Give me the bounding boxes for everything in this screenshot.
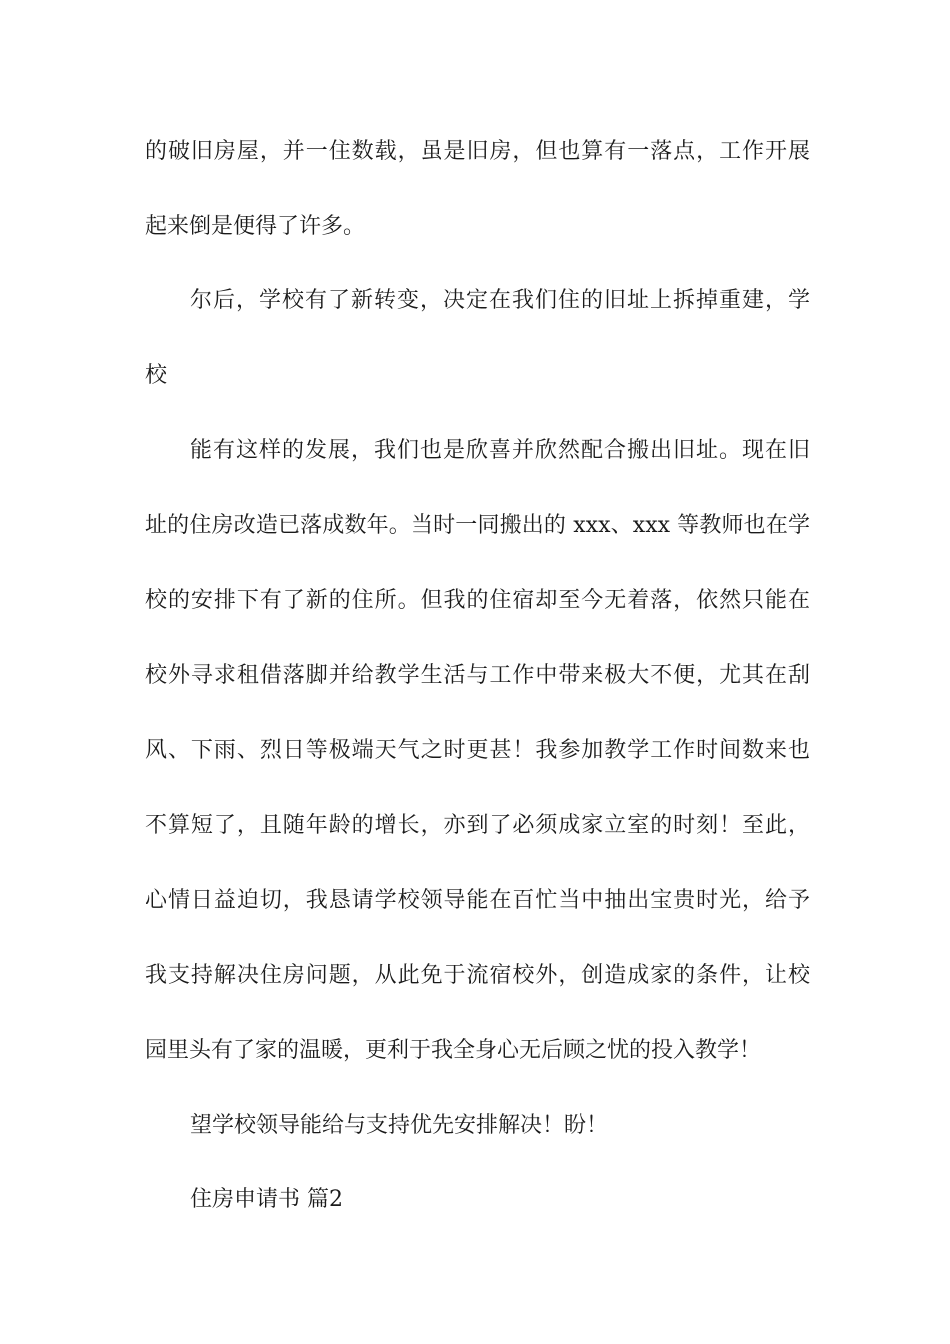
paragraph-1-line-1: 的破旧房屋，并一住数载，虽是旧房，但也算有一落点，工作开展 (145, 139, 810, 164)
paragraph-3-line-9: 园里头有了家的温暖，更利于我全身心无后顾之忧的投入教学！ (145, 1038, 762, 1063)
paragraph-3-line-6: 不算短了，且随年龄的增长，亦到了必须成家立室的时刻！至此， (145, 813, 810, 838)
paragraph-1-line-2: 起来倒是便得了许多。 (145, 214, 366, 239)
paragraph-3-line-8: 我支持解决住房问题，从此免于流宿校外，创造成家的条件，让校 (145, 963, 810, 988)
paragraph-3-line-2: 址的住房改造已落成数年。当时一同搬出的 xxx、xxx 等教师也在学 (145, 513, 810, 538)
section-heading: 住房申请书 篇2 (190, 1187, 343, 1212)
paragraph-3-line-7: 心情日益迫切，我恳请学校领导能在百忙当中抽出宝贵时光，给予 (145, 888, 810, 913)
paragraph-2-line-2: 校 (145, 363, 168, 388)
paragraph-4-line-1: 望学校领导能给与支持优先安排解决！盼！ (190, 1113, 609, 1138)
paragraph-3-line-4: 校外寻求租借落脚并给教学生活与工作中带来极大不便，尤其在刮 (145, 663, 810, 688)
paragraph-3-line-1: 能有这样的发展，我们也是欣喜并欣然配合搬出旧址。现在旧 (190, 438, 810, 463)
paragraph-3-line-5: 风、下雨、烈日等极端天气之时更甚！我参加教学工作时间数来也 (145, 738, 810, 763)
paragraph-3-line-3: 校的安排下有了新的住所。但我的住宿却至今无着落，依然只能在 (145, 588, 810, 613)
paragraph-2-line-1: 尔后，学校有了新转变，决定在我们住的旧址上拆掉重建，学 (190, 288, 810, 313)
